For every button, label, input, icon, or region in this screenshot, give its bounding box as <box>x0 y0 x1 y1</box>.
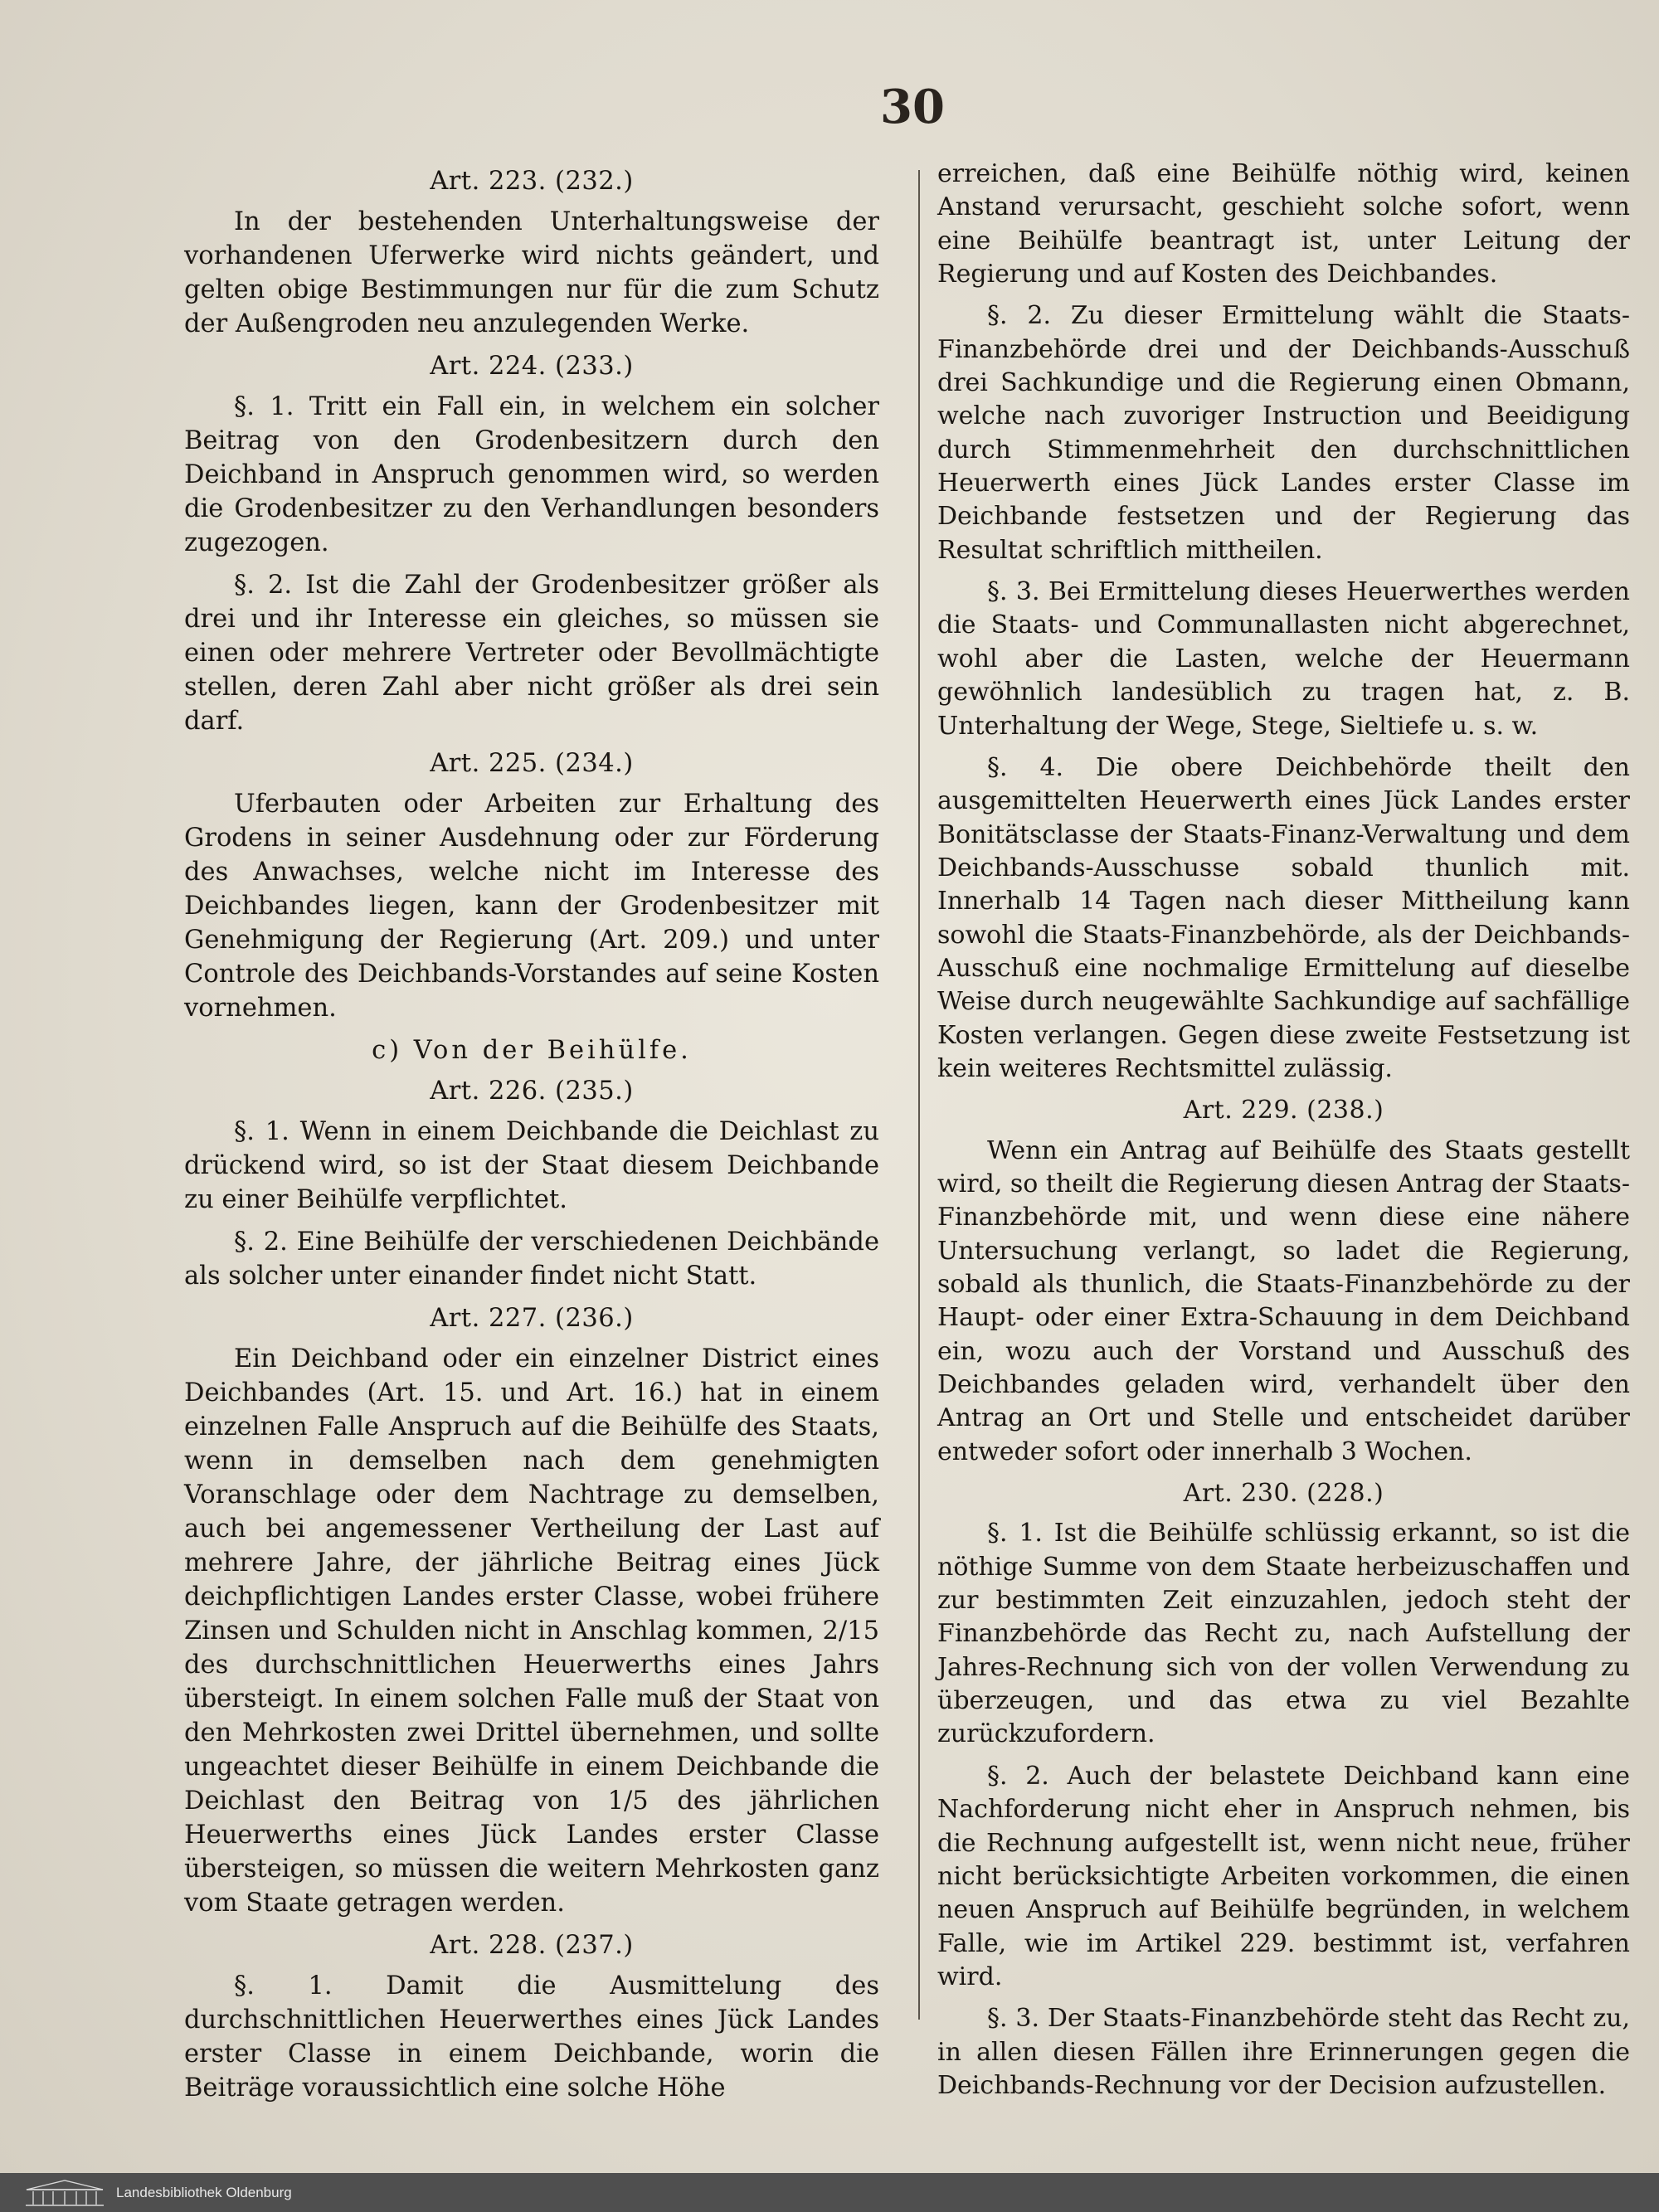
paragraph: §. 1. Tritt ein Fall ein, in welchem ein solcher Beitrag von den Grodenbesitzern durch den Deichband in Anspruch genommen wird, so werden die Grodenbesitzer zu den Verhandlungen besonders zugezogen. <box>184 392 879 557</box>
article-heading: Art. 223. (232.) <box>430 167 634 196</box>
section-heading: c) Von der Beihülfe. <box>372 1036 692 1065</box>
paragraph: §. 4. Die obere Deichbehörde theilt den ausgemittelten Heuerwerth eines Jück Landes erster Bonitätsclasse der Staats-Finanz-Verwaltung und dem Deichbands-Ausschusse sobald thunlich mit. Innerhalb 14 Tagen nach dieser Mittheilung kann sowohl die Staats-Finanzbehörde, als der Deichbands-Ausschuß eine nochmalige Ermittelung auf dieselbe Weise durch neugewählte Sachkundige auf sachfällige Kosten verlangen. Gegen diese zweite Festsetzung ist kein weiteres Rechtsmittel zulässig. <box>937 752 1630 1083</box>
right-column <box>937 158 1630 2111</box>
paragraph: Uferbauten oder Arbeiten zur Erhaltung des Grodens in seiner Ausdehnung oder zur Förderung des Anwachses, welche nicht im Interesse des Deichbandes liegen, kann der Grodenbesitzer mit Genehmigung der Regierung (Art. 209.) und unter Controle des Deichbands-Vorstandes auf seine Kosten vornehmen. <box>184 790 879 1023</box>
paragraph: §. 1. Wenn in einem Deichbande die Deichlast zu drückend wird, so ist der Staat diesem Deichbande zu einer Beihülfe verpflichtet. <box>184 1117 879 1214</box>
paragraph: §. 1. Ist die Beihülfe schlüssig erkannt, so ist die nöthige Summe von dem Staate herbeizuschaffen und zur bestimmten Zeit einzuzahlen, jedoch steht der Finanzbehörde das Recht zu, nach Aufstellung der Jahres-Rechnung sich von der vollen Verwendung zu überzeugen, und das etwa zu viel Bezahlte zurückzufordern. <box>937 1519 1630 1749</box>
left-column <box>184 158 879 2113</box>
paragraph: Wenn ein Antrag auf Beihülfe des Staats gestellt wird, so theilt die Regierung diesen Antrag der Staats-Finanzbehörde mit, und wenn diese eine nähere Untersuchung verlangt, so ladet die Regierung, sobald als thunlich, die Staats-Finanzbehörde zu der Haupt- oder einer Extra-Schauung in dem Deichband ein, wozu auch der Vorstand und Ausschuß des Deichbandes geladen wird, verhandelt über den Antrag an Ort und Stelle und entscheidet darüber entweder sofort oder innerhalb 3 Wochen. <box>937 1135 1630 1466</box>
paragraph: §. 3. Bei Ermittelung dieses Heuerwerthes werden die Staats- und Communallasten nicht abgerechnet, wohl aber die Lasten, welche der Heuermann gewöhnlich landesüblich zu tragen hat, z. B. Unterhaltung der Wege, Stege, Sieltiefe u. s. w. <box>937 577 1630 741</box>
paragraph: §. 2. Eine Beihülfe der verschiedenen Deichbände als solcher unter einander findet nicht Statt. <box>184 1228 879 1291</box>
article-heading: Art. 230. (228.) <box>1183 1479 1384 1509</box>
page-number: 30 <box>880 80 945 134</box>
article-heading: Art. 226. (235.) <box>430 1077 634 1106</box>
paragraph: §. 2. Zu dieser Ermittelung wählt die Staats-Finanzbehörde drei und der Deichbands-Ausschuß drei Sachkundige und die Regierung einen Obmann, welche nach zuvoriger Instruction und Beeidigung durch Stimmenmehrheit den durchschnittlichen Heuerwerth eines Jück Landes erster Classe im Deichbande festsetzen und der Regierung das Resultat schriftlich mittheilen. <box>937 301 1630 565</box>
article-heading: Art. 225. (234.) <box>430 749 634 778</box>
footer-bar <box>0 2173 1659 2212</box>
paragraph: Ein Deichband oder ein einzelner District eines Deichbandes (Art. 15. und Art. 16.) hat in einem einzelnen Falle Anspruch auf die Beihülfe des Staats, wenn in demselben nach dem genehmigten Voranschlage oder dem Nachtrage zu demselben, auch bei angemessener Vertheilung der Last auf mehrere Jahre, der jährliche Beitrag eines Jück deichpflichtigen Landes erster Classe, wobei frühere Zinsen und Schulden nicht in Anschlag kommen, 2/15 des durchschnittlichen Heuerwerths eines Jahrs übersteigt. In einem solchen Falle muß der Staat von den Mehrkosten zwei Drittel übernehmen, und sollte ungeachtet dieser Beihülfe in einem Deichbande die Deichlast den Beitrag von 1/5 des jährlichen Heuerwerths eines Jück Landes erster Classe übersteigen, so müssen die weitern Mehrkosten ganz vom Staate getragen werden. <box>184 1344 879 1918</box>
paragraph-continued: erreichen, daß eine Beihülfe nöthig wird, keinen Anstand verursacht, geschieht solche sofort, wenn eine Beihülfe beantragt ist, unter Leitung der Regierung und auf Kosten des Deichbandes. <box>937 159 1630 289</box>
article-heading: Art. 224. (233.) <box>430 352 634 381</box>
paragraph: §. 2. Ist die Zahl der Grodenbesitzer größer als drei und ihr Interesse ein gleiches, so müssen sie einen oder mehrere Vertreter oder Bevollmächtigte stellen, deren Zahl aber nicht größer als drei sein darf. <box>184 571 879 736</box>
library-building-icon <box>23 2178 106 2208</box>
paragraph: §. 2. Auch der belastete Deichband kann eine Nachforderung nicht eher in Anspruch nehmen, bis die Rechnung aufgestellt ist, wenn nicht neue, früher nicht berücksichtigte Arbeiten vorkommen, die einen neuen Anspruch auf Beihülfe begründen, in welchem Falle, wie im Artikel 229. bestimmt ist, verfahren wird. <box>937 1761 1630 1991</box>
article-heading: Art. 228. (237.) <box>430 1931 634 1960</box>
column-divider <box>918 170 920 2020</box>
paragraph: In der bestehenden Unterhaltungsweise der vorhandenen Uferwerke wird nichts geändert, und gelten obige Bestimmungen nur für die zum Schutz der Außengroden neu anzulegenden Werke. <box>184 207 879 338</box>
footer-library-name: Landesbibliothek Oldenburg <box>116 2184 292 2200</box>
paragraph: §. 3. Der Staats-Finanzbehörde steht das Recht zu, in allen diesen Fällen ihre Erinnerungen gegen die Deichbands-Rechnung vor der Decision aufzustellen. <box>937 2004 1630 2100</box>
paragraph: §. 1. Damit die Ausmittelung des durchschnittlichen Heuerwerthes eines Jück Landes erster Classe in einem Deichbande, worin die Beiträge voraussichtlich eine solche Höhe <box>184 1971 879 2103</box>
article-heading: Art. 227. (236.) <box>430 1304 634 1333</box>
article-heading: Art. 229. (238.) <box>1183 1096 1384 1125</box>
